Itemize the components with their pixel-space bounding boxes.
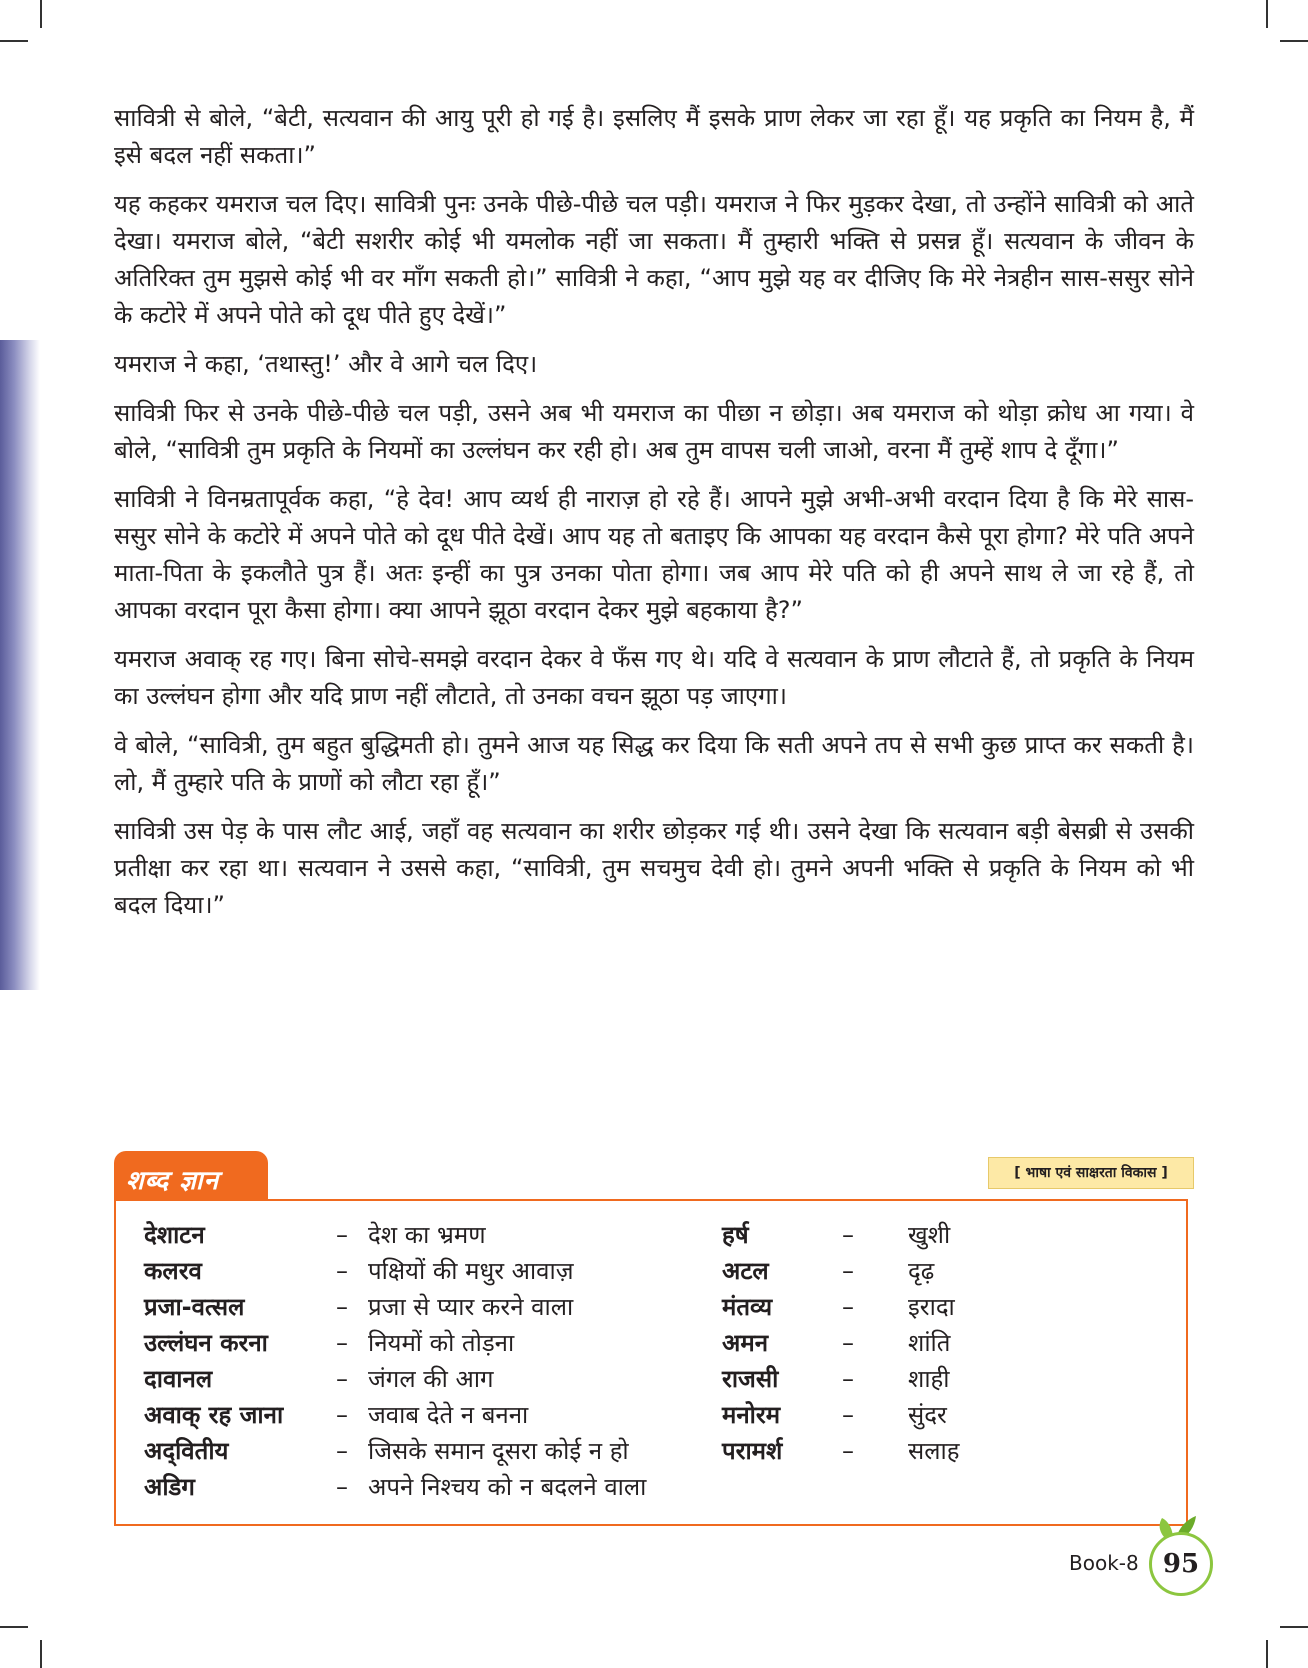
crop-mark [40, 1640, 42, 1668]
vocab-meaning: दृढ़ [908, 1257, 935, 1285]
skill-badge: [ भाषा एवं साक्षरता विकास ] [988, 1157, 1194, 1189]
vocab-meaning: सलाह [908, 1437, 960, 1465]
vocab-dash: – [842, 1437, 854, 1465]
vocab-dash: – [842, 1329, 854, 1357]
crop-mark [1280, 40, 1308, 42]
crop-mark [1266, 1640, 1268, 1668]
vocab-section-tab [114, 1151, 268, 1201]
vocab-dash: – [842, 1293, 854, 1321]
book-label: Book-8 [1069, 1551, 1139, 1575]
paragraph: यह कहकर यमराज चल दिए। सावित्री पुनः उनके पीछे-पीछे चल पड़ी। यमराज ने फिर मुड़कर देखा, तो उन्होंने सावित्री को आते देखा। यमराज बोले, “बेटी सशरीर कोई भी यमलोक नहीं जा सकता। मैं तुम्हारी भक्ति से प्रसन्न हूँ। सत्यवान के जीवन के अतिरिक्त तुम मुझसे कोई भी वर माँग सकती हो।” सावित्री ने कहा, “आप मुझे यह वर दीजिए कि मेरे नेत्रहीन सास-ससुर सोने के कटोरे में अपने पोते को दूध पीते हुए देखें।” [114, 190, 1194, 329]
vocab-term: राजसी [722, 1365, 779, 1393]
paragraph: यमराज ने कहा, ‘तथास्तु!’ और वे आगे चल दिए। [114, 350, 538, 378]
vocab-meaning: अपने निश्चय को न बदलने वाला [368, 1473, 647, 1501]
vocab-dash: – [842, 1221, 854, 1249]
vocab-meaning: जंगल की आग [368, 1365, 494, 1393]
vocab-dash: – [336, 1329, 348, 1357]
vocab-term: हर्ष [722, 1221, 749, 1249]
paragraph: सावित्री ने विनम्रतापूर्वक कहा, “हे देव! आप व्यर्थ ही नाराज़ हो रहे हैं। आपने मुझे अभी-अभी वरदान दिया है कि मेरे सास-ससुर सोने के कटोरे में अपने पोते को दूध पीते देखें। आप यह तो बताइए कि आपका यह वरदान कैसे पूरा होगा? मेरे पति अपने माता-पिता के इकलौते पुत्र हैं। अतः इन्हीं का पुत्र उनका पोता होगा। जब आप मेरे पति को ही अपने साथ ले जा रहे हैं, तो आपका वरदान पूरा कैसा होगा। क्या आपने झूठा वरदान देकर मुझे बहकाया है?” [114, 485, 1194, 624]
vocab-meaning: इरादा [908, 1293, 955, 1321]
vocab-meaning: जिसके समान दूसरा कोई न हो [368, 1437, 629, 1465]
vocab-term: देशाटन [144, 1221, 205, 1249]
vocab-meaning: सुंदर [908, 1401, 947, 1429]
vocab-term: अमन [722, 1329, 769, 1357]
vocab-meaning: शांति [908, 1329, 951, 1357]
story-text [114, 100, 1194, 936]
paragraph: वे बोले, “सावित्री, तुम बहुत बुद्धिमती हो। तुमने आज यह सिद्ध कर दिया कि सती अपने तप से सभी कुछ प्राप्त कर सकती है। लो, मैं तुम्हारे पति के प्राणों को लौटा रहा हूँ।” [114, 731, 1194, 796]
vocab-meaning: नियमों को तोड़ना [368, 1329, 515, 1357]
vocab-term: मंतव्य [722, 1293, 773, 1321]
vocab-dash: – [336, 1365, 348, 1393]
paragraph: यमराज अवाक् रह गए। बिना सोचे-समझे वरदान देकर वे फँस गए थे। यदि वे सत्यवान के प्राण लौटाते हैं, तो प्रकृति के नियम का उल्लंघन होगा और यदि प्राण नहीं लौटाते, तो उनका वचन झूठा पड़ जाएगा। [114, 645, 1194, 710]
vocab-term: अद्‌वितीय [144, 1437, 229, 1465]
crop-mark [0, 40, 28, 42]
vocab-dash: – [336, 1293, 348, 1321]
vocab-term: अडिग [144, 1473, 195, 1501]
paragraph: सावित्री फिर से उनके पीछे-पीछे चल पड़ी, उसने अब भी यमराज का पीछा न छोड़ा। अब यमराज को थोड़ा क्रोध आ गया। वे बोले, “सावित्री तुम प्रकृति के नियमों का उल्लंघन कर रही हो। अब तुम वापस चली जाओ, वरना मैं तुम्हें शाप दे दूँगा।” [114, 399, 1194, 464]
crop-mark [0, 1626, 28, 1628]
vocab-term: प्रजा-वत्सल [144, 1293, 245, 1321]
vocab-dash: – [336, 1401, 348, 1429]
side-decoration [0, 340, 40, 990]
vocab-dash: – [336, 1437, 348, 1465]
vocab-meaning: जवाब देते न बनना [368, 1401, 529, 1429]
vocab-term: अवाक् रह जाना [144, 1401, 284, 1429]
vocab-meaning: देश का भ्रमण [368, 1221, 486, 1249]
vocab-meaning: पक्षियों की मधुर आवाज़ [368, 1257, 574, 1285]
vocab-term: उल्लंघन करना [144, 1329, 268, 1357]
paragraph: सावित्री उस पेड़ के पास लौट आई, जहाँ वह सत्यवान का शरीर छोड़कर गई थी। उसने देखा कि सत्यवान बड़ी बेसब्री से उसकी प्रतीक्षा कर रहा था। सत्यवान ने उससे कहा, “सावित्री, तुम सचमुच देवी हो। तुमने अपनी भक्ति से प्रकृति के नियम को भी बदल दिया।” [114, 817, 1194, 919]
vocab-term: कलरव [144, 1257, 202, 1285]
page-number: 95 [1149, 1532, 1213, 1596]
vocab-dash: – [336, 1221, 348, 1249]
vocab-dash: – [842, 1401, 854, 1429]
paragraph: सावित्री से बोले, “बेटी, सत्यवान की आयु पूरी हो गई है। इसलिए मैं इसके प्राण लेकर जा रहा हूँ। यह प्रकृति का नियम है, मैं इसे बदल नहीं सकता।” [114, 104, 1194, 169]
vocab-term: अटल [722, 1257, 769, 1285]
vocab-dash: – [842, 1257, 854, 1285]
vocab-meaning: प्रजा से प्यार करने वाला [368, 1293, 574, 1321]
crop-mark [1266, 0, 1268, 28]
crop-mark [1280, 1626, 1308, 1628]
vocab-term: दावानल [144, 1365, 213, 1393]
vocab-title: शब्द ज्ञान [126, 1166, 220, 1196]
vocab-dash: – [336, 1257, 348, 1285]
vocab-term: मनोरम [722, 1401, 781, 1429]
vocab-term: परामर्श [722, 1437, 783, 1465]
vocab-box [114, 1199, 1188, 1526]
crop-mark [40, 0, 42, 28]
vocab-dash: – [336, 1473, 348, 1501]
vocab-meaning: खुशी [908, 1221, 951, 1249]
vocab-dash: – [842, 1365, 854, 1393]
vocab-meaning: शाही [908, 1365, 950, 1393]
